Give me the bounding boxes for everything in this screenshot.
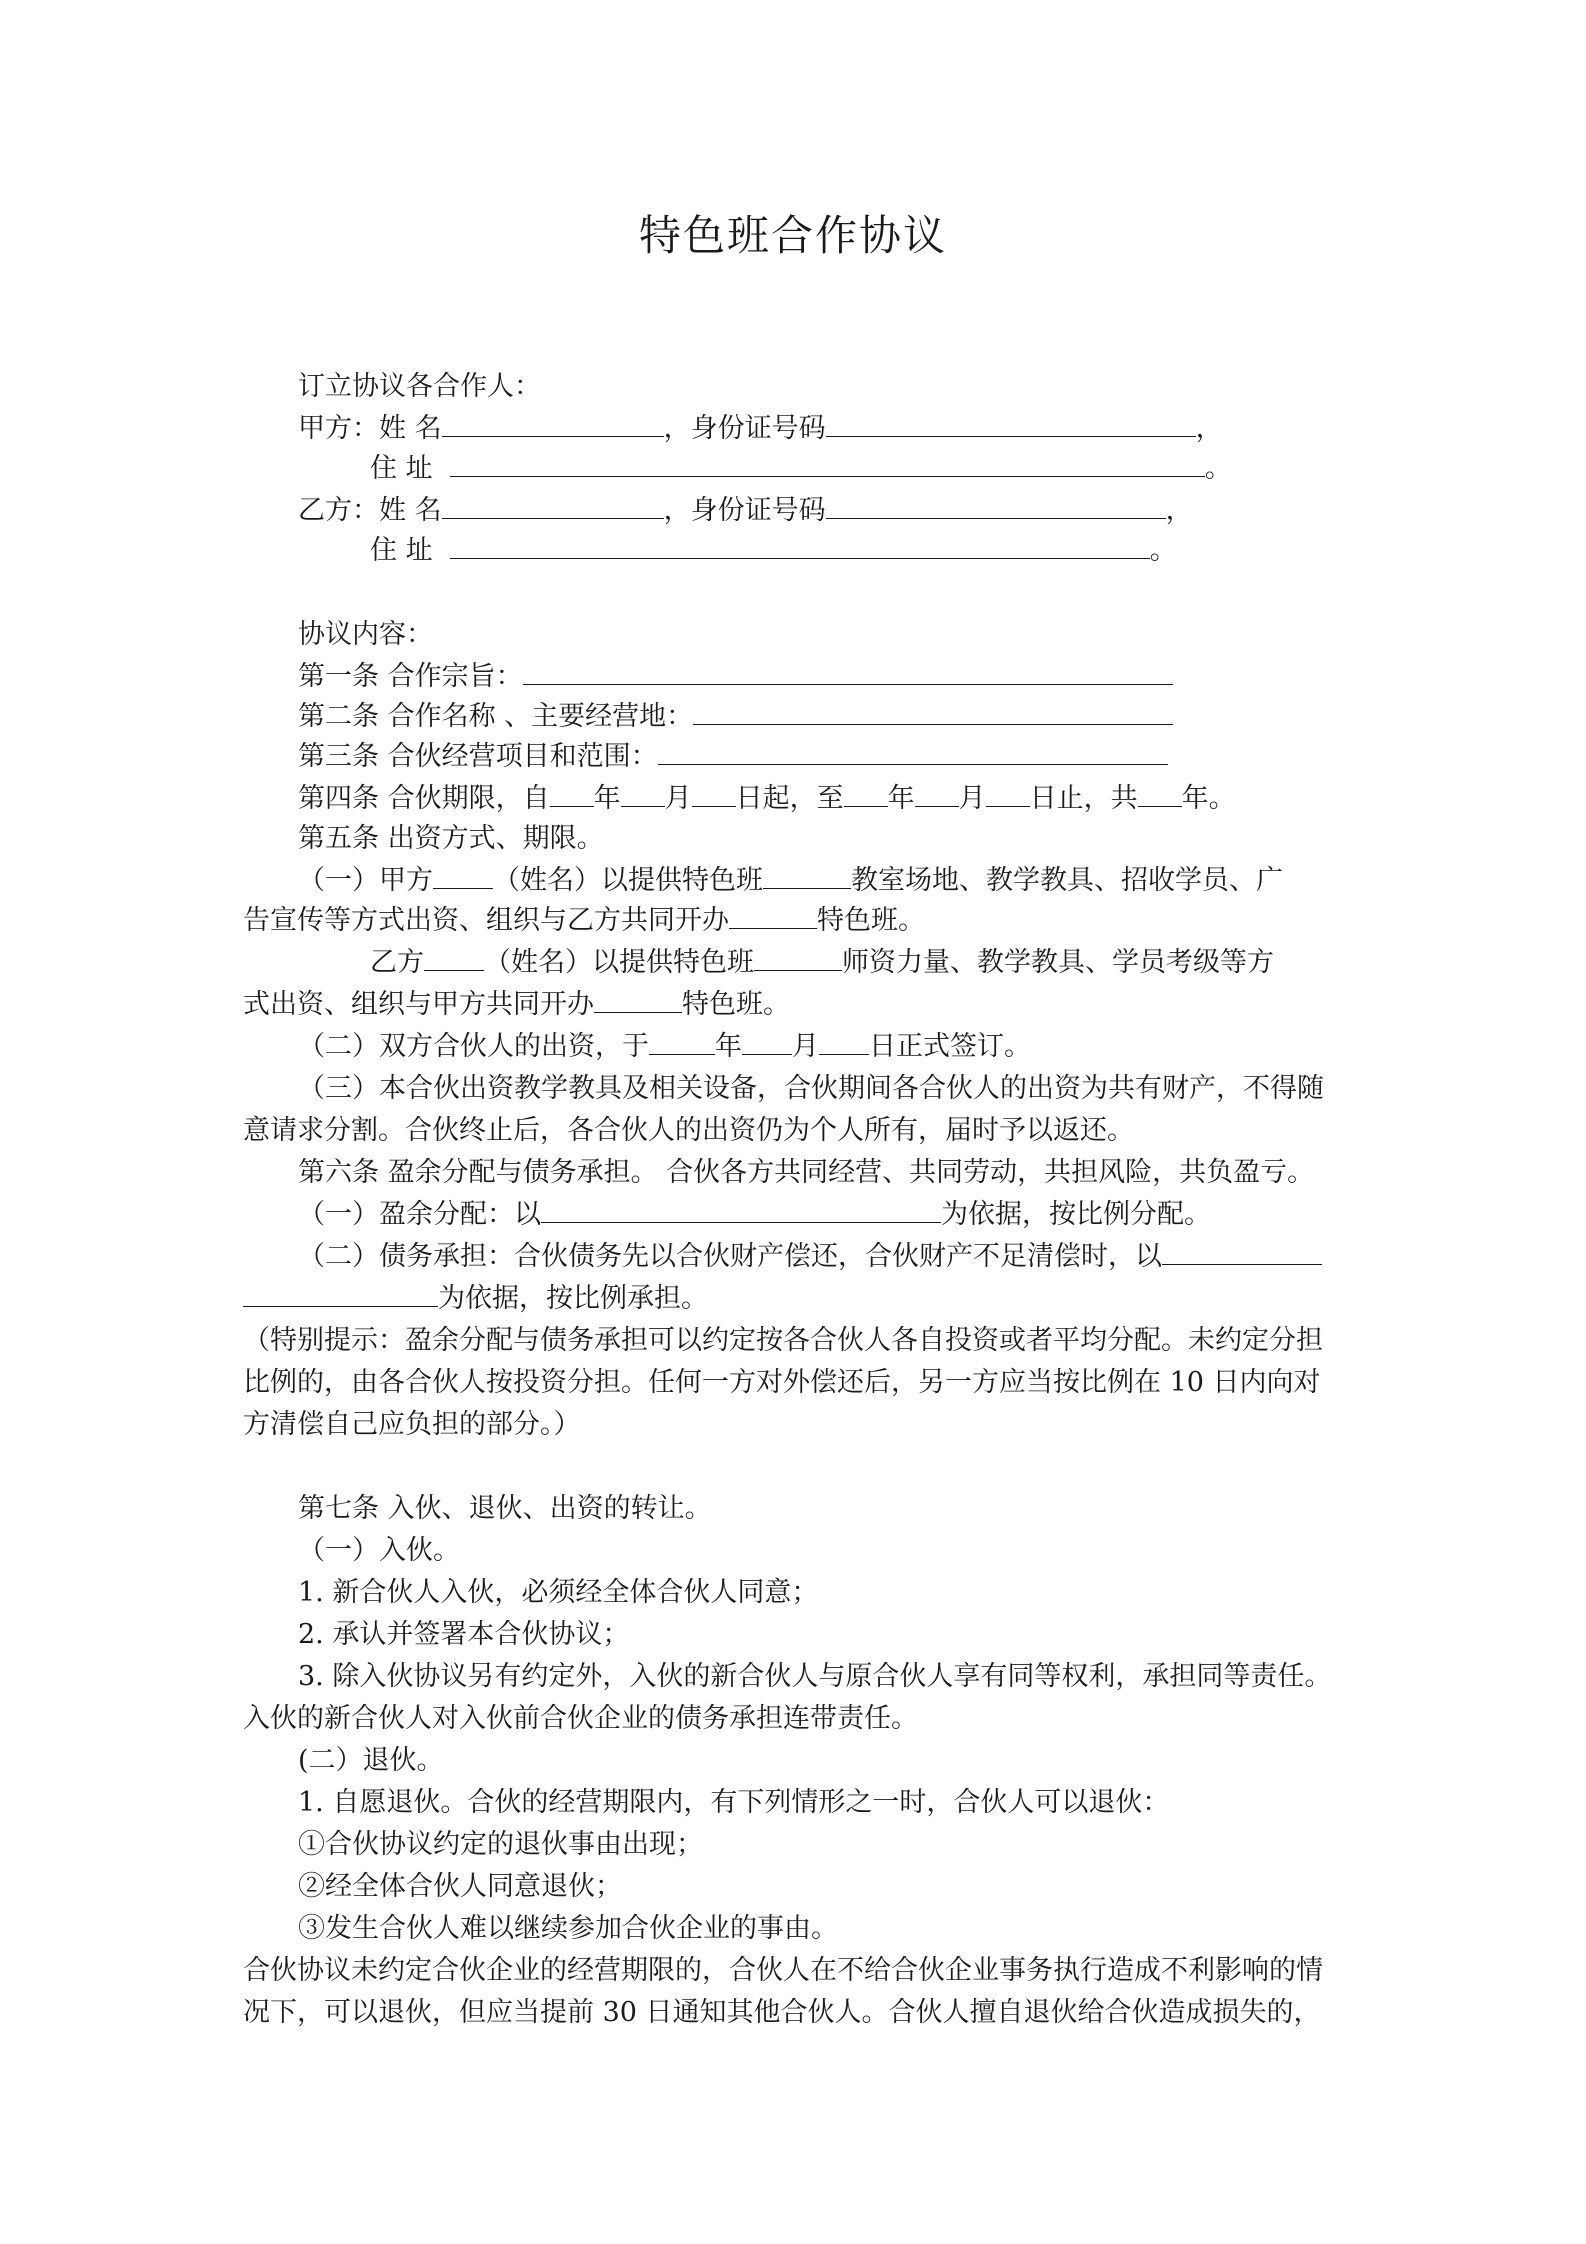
- party-a-line: 甲方：姓 名 ，身份证号码 ，: [298, 413, 1223, 444]
- paragraph-line-2: 况下，可以退伙，但应当提前 30 日通知其他合伙人。合伙人擅自退伙给合伙造成损失的，: [243, 1997, 1321, 2028]
- article-7-2-item-1: 1. 自愿退伙。合伙的经营期限内，有下列情形之一时，合伙人可以退伙：: [298, 1787, 1170, 1818]
- note-line-1: （特别提示：盈余分配与债务承担可以约定按各合伙人各自投资或者平均分配。未约定分担: [243, 1325, 1323, 1356]
- article-6: 第六条 盈余分配与债务承担。 合伙各方共同经营、共同劳动，共担风险，共负盈亏。: [298, 1157, 1315, 1188]
- party-b-name-blank: [442, 494, 664, 519]
- article-7-1: （一）入伙。: [298, 1535, 460, 1566]
- article-5-1-party-b: 乙方 （姓名）以提供特色班 师资力量、教学教具、学员考级等方: [370, 947, 1274, 978]
- article-5-3-line-2: 意请求分割。合伙终止后，各合伙人的出资仍为个人所有，届时予以返还。: [243, 1115, 1134, 1146]
- note-line-2: 比例的，由各合伙人按投资分担。任何一方对外偿还后，另一方应当按比例在 10 日内向对: [243, 1367, 1321, 1398]
- article-5-1: （一）甲方 （姓名）以提供特色班 教室场地、教学教具、招收学员、广: [298, 865, 1283, 896]
- party-a-id-blank: [826, 412, 1196, 437]
- article-5: 第五条 出资方式、期限。: [298, 823, 604, 854]
- article-7-1-item-2: 2. 承认并签署本合伙协议；: [298, 1619, 630, 1650]
- circumstance-3: ③发生合伙人难以继续参加合伙企业的事由。: [298, 1913, 838, 1944]
- article-6-2-line-2: 为依据，按比例承担。: [243, 1282, 708, 1316]
- party-b-address-blank: [450, 534, 1150, 559]
- article-1-blank: [523, 660, 1173, 685]
- note-line-3: 方清偿自己应负担的部分。）: [243, 1409, 581, 1440]
- article-2: 第二条 合作名称 、主要经营地：: [298, 700, 1173, 734]
- article-6-2-line-1: （二）债务承担：合伙债务先以合伙财产偿还，合伙财产不足清偿时，以: [298, 1240, 1322, 1274]
- article-7-2: (二）退伙。: [298, 1745, 444, 1776]
- article-7: 第七条 入伙、退伙、出资的转让。: [298, 1493, 712, 1524]
- article-6-1: （一）盈余分配：以 为依据，按比例分配。: [298, 1199, 1211, 1230]
- party-a-address-line: 住 址 。: [370, 453, 1232, 484]
- article-5-1-cont: 告宣传等方式出资、组织与乙方共同开办 特色班。: [243, 905, 925, 936]
- circumstance-2: ②经全体合伙人同意退伙；: [298, 1871, 622, 1902]
- article-1: 第一条 合作宗旨：: [298, 660, 1173, 694]
- article-3-blank: [658, 740, 1168, 765]
- party-a-name-blank: [442, 412, 664, 437]
- article-7-1-item-3: 3. 除入伙协议另有约定外，入伙的新合伙人与原合伙人享有同等权利，承担同等责任。: [298, 1661, 1332, 1692]
- article-5-1-party-b-cont: 式出资、组织与甲方共同开办 特色班。: [243, 989, 790, 1020]
- article-7-1-item-3-cont: 入伙的新合伙人对入伙前合伙企业的债务承担连带责任。: [243, 1703, 918, 1734]
- party-b-address-line: 住 址 。: [370, 535, 1177, 566]
- content-heading: 协议内容：: [298, 619, 433, 650]
- paragraph-line-1: 合伙协议未约定合伙企业的经营期限的，合伙人在不给合伙企业事务执行造成不利影响的情: [243, 1955, 1323, 1986]
- document-title: 特色班合作协议: [638, 211, 947, 260]
- party-b-id-blank: [826, 494, 1166, 519]
- circumstance-1: ①合伙协议约定的退伙事由出现；: [298, 1829, 703, 1860]
- article-4: 第四条 合伙期限，自 年 月 日起，至 年 月 日止，共 年。: [298, 783, 1236, 814]
- article-5-3-line-1: （三）本合伙出资教学教具及相关设备，合伙期间各合伙人的出资为共有财产，不得随: [298, 1073, 1324, 1104]
- party-b-line: 乙方：姓 名 ，身份证号码 ，: [298, 495, 1193, 526]
- article-3: 第三条 合伙经营项目和范围：: [298, 740, 1168, 774]
- partners-intro: 订立协议各合作人：: [298, 371, 541, 402]
- article-5-2: （二）双方合伙人的出资，于 年 月 日正式签订。: [298, 1031, 1031, 1062]
- party-a-address-blank: [450, 452, 1205, 477]
- article-2-blank: [693, 700, 1173, 725]
- article-7-1-item-1: 1. 新合伙人入伙，必须经全体合伙人同意；: [298, 1577, 819, 1608]
